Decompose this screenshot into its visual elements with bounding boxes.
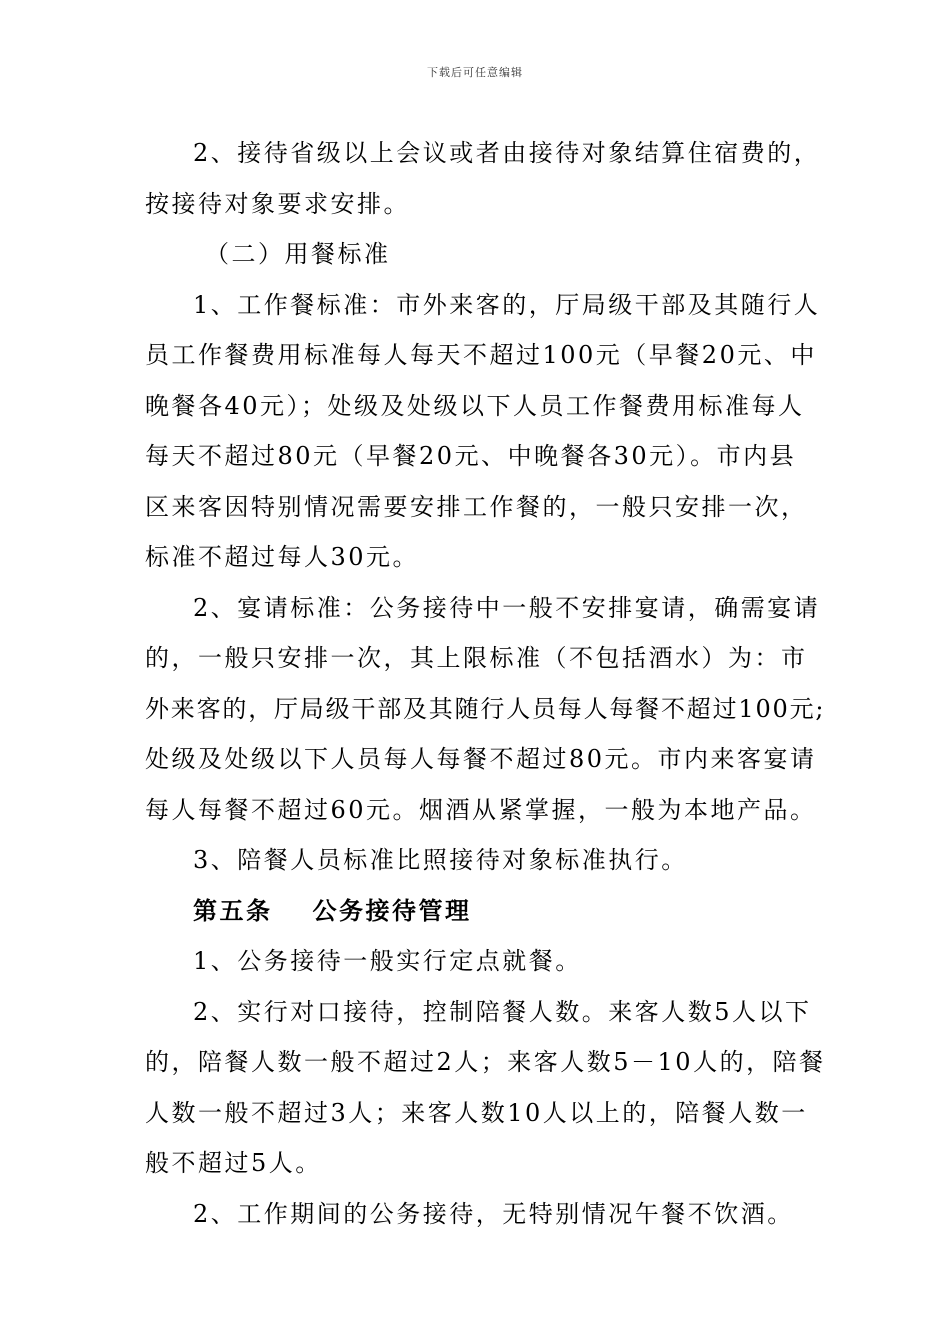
article-heading	[145, 886, 815, 937]
paragraph-line: 区来客因特别情况需要安排工作餐的，一般只安排一次，	[145, 492, 808, 521]
paragraph-line: 的，一般只安排一次，其上限标准（不包括酒水）为：市	[145, 644, 808, 672]
article-title: 公务接待管理	[312, 895, 472, 925]
paragraph-line: 2、工作期间的公务接待，无特别情况午餐不饮酒。	[193, 1199, 794, 1228]
paragraph-line: 人数一般不超过3人；来客人数10人以上的，陪餐人数一	[145, 1098, 808, 1127]
article-number: 第五条	[193, 895, 273, 925]
paragraph-line: 晚餐各40元）；处级及处级以下人员工作餐费用标准每人	[145, 391, 805, 420]
paragraph-line: 1、公务接待一般实行定点就餐。	[193, 947, 582, 975]
paragraph-line: 每人每餐不超过60元。烟酒从紧掌握，一般为本地产品。	[145, 795, 817, 824]
paragraph-line: 2、实行对口接待，控制陪餐人数。来客人数5人以下	[193, 997, 812, 1026]
paragraph-line: 处级及处级以下人员每人每餐不超过80元。市内来客宴请	[145, 745, 817, 773]
paragraph-line: 按接待对象要求安排。	[145, 189, 410, 218]
paragraph-line: 外来客的，厅局级干部及其随行人员每人每餐不超过100元;	[145, 694, 826, 723]
paragraph-line: 2、接待省级以上会议或者由接待对象结算住宿费的，	[193, 139, 821, 167]
paragraph-line: 的，陪餐人数一般不超过2人；来客人数5－10人的，陪餐	[145, 1048, 826, 1076]
page-header: 下载后可任意编辑	[427, 66, 523, 79]
paragraph-line: 员工作餐费用标准每人每天不超过100元（早餐20元、中	[145, 341, 817, 369]
paragraph-line: 1、工作餐标准：市外来客的，厅局级干部及其随行人	[193, 290, 821, 319]
paragraph-line: 标准不超过每人30元。	[145, 543, 420, 571]
document-body	[145, 128, 826, 1239]
section-heading: （二）用餐标准	[205, 240, 391, 268]
paragraph-line: 般不超过5人。	[145, 1149, 322, 1177]
paragraph-line: 2、宴请标准：公务接待中一般不安排宴请，确需宴请	[193, 593, 821, 622]
paragraph-line: 3、陪餐人员标准比照接待对象标准执行。	[193, 846, 688, 874]
paragraph-line: 每天不超过80元（早餐20元、中晚餐各30元）。市内县	[145, 442, 797, 470]
